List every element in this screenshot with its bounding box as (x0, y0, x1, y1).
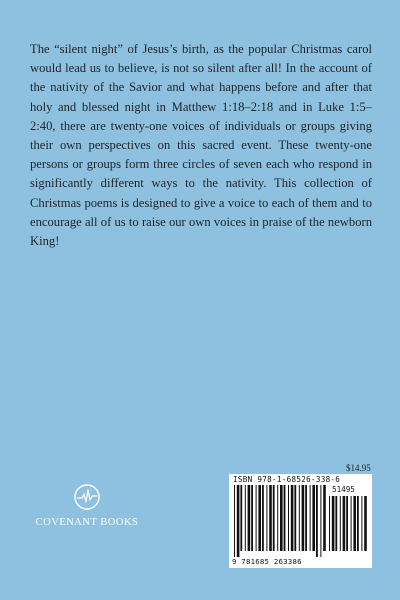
barcode-bar (320, 485, 321, 557)
barcode-bar (277, 485, 278, 551)
barcode-bar (291, 485, 294, 551)
barcode-bar (332, 496, 335, 551)
barcode-bar (316, 485, 318, 557)
barcode-bar (312, 485, 315, 551)
barcode-bar (323, 485, 326, 551)
price-label: $14.95 (346, 463, 371, 473)
publisher-logo (27, 484, 147, 554)
barcode-bar (305, 485, 307, 551)
barcode-bar (343, 496, 346, 551)
barcode-addon-bars-icon (329, 496, 367, 557)
barcode-bar (346, 496, 348, 551)
barcode-bar (340, 496, 341, 551)
barcode-bar (361, 496, 362, 551)
isbn-barcode (229, 474, 372, 568)
barcode-digits: 9 781685 263386 (232, 557, 302, 566)
barcode-bars-icon (234, 485, 326, 557)
barcode-bar (351, 496, 352, 551)
barcode-addon-digits: 51495 (332, 485, 355, 494)
barcode-bar (284, 485, 286, 551)
barcode-bar (245, 485, 246, 551)
back-cover-blurb: The “silent night” of Jesus’s birth, as the popular Christmas carol would lead us to believe, is not so silent after all! In the account of the nativity of the Savior and what happens before and after that holy and blessed night in Matthew 1:18–2:18 and in Luke 1:5–2:40, there are twenty-one voices of individuals or groups giving their own perspectives on this sacred event. These twenty-one persons or groups form three circles of seven each who respond in significantly different ways to the nativity. This collection of Christmas poems is designed to give a voice to each of them and to encourage all of us to raise our own voices in praise of the newborn King! (30, 42, 372, 249)
barcode-bar (237, 485, 240, 557)
barcode-bar (258, 485, 261, 551)
barcode-bar (353, 496, 356, 551)
barcode-bar (335, 496, 337, 551)
barcode-bar (234, 485, 235, 557)
barcode-bar (280, 485, 283, 551)
barcode-bar (299, 485, 300, 551)
barcode-bar (357, 496, 359, 551)
barcode-bar (251, 485, 253, 551)
barcode-bar (310, 485, 311, 551)
circle-heartbeat-icon (74, 484, 100, 510)
isbn-label: ISBN 978-1-68526-338-6 (233, 475, 341, 484)
barcode-bar (294, 485, 296, 551)
barcode-bar (248, 485, 251, 551)
publisher-name: COVENANT BOOKS (35, 517, 139, 528)
barcode-bar (262, 485, 264, 551)
barcode-bar (288, 485, 289, 551)
barcode-bar (329, 496, 330, 551)
barcode-bar (302, 485, 305, 551)
barcode-bar (364, 496, 367, 551)
barcode-bar (273, 485, 275, 551)
barcode-bar (266, 485, 267, 551)
barcode-bar (240, 485, 242, 551)
barcode-bar (269, 485, 272, 551)
barcode-bar (256, 485, 257, 551)
